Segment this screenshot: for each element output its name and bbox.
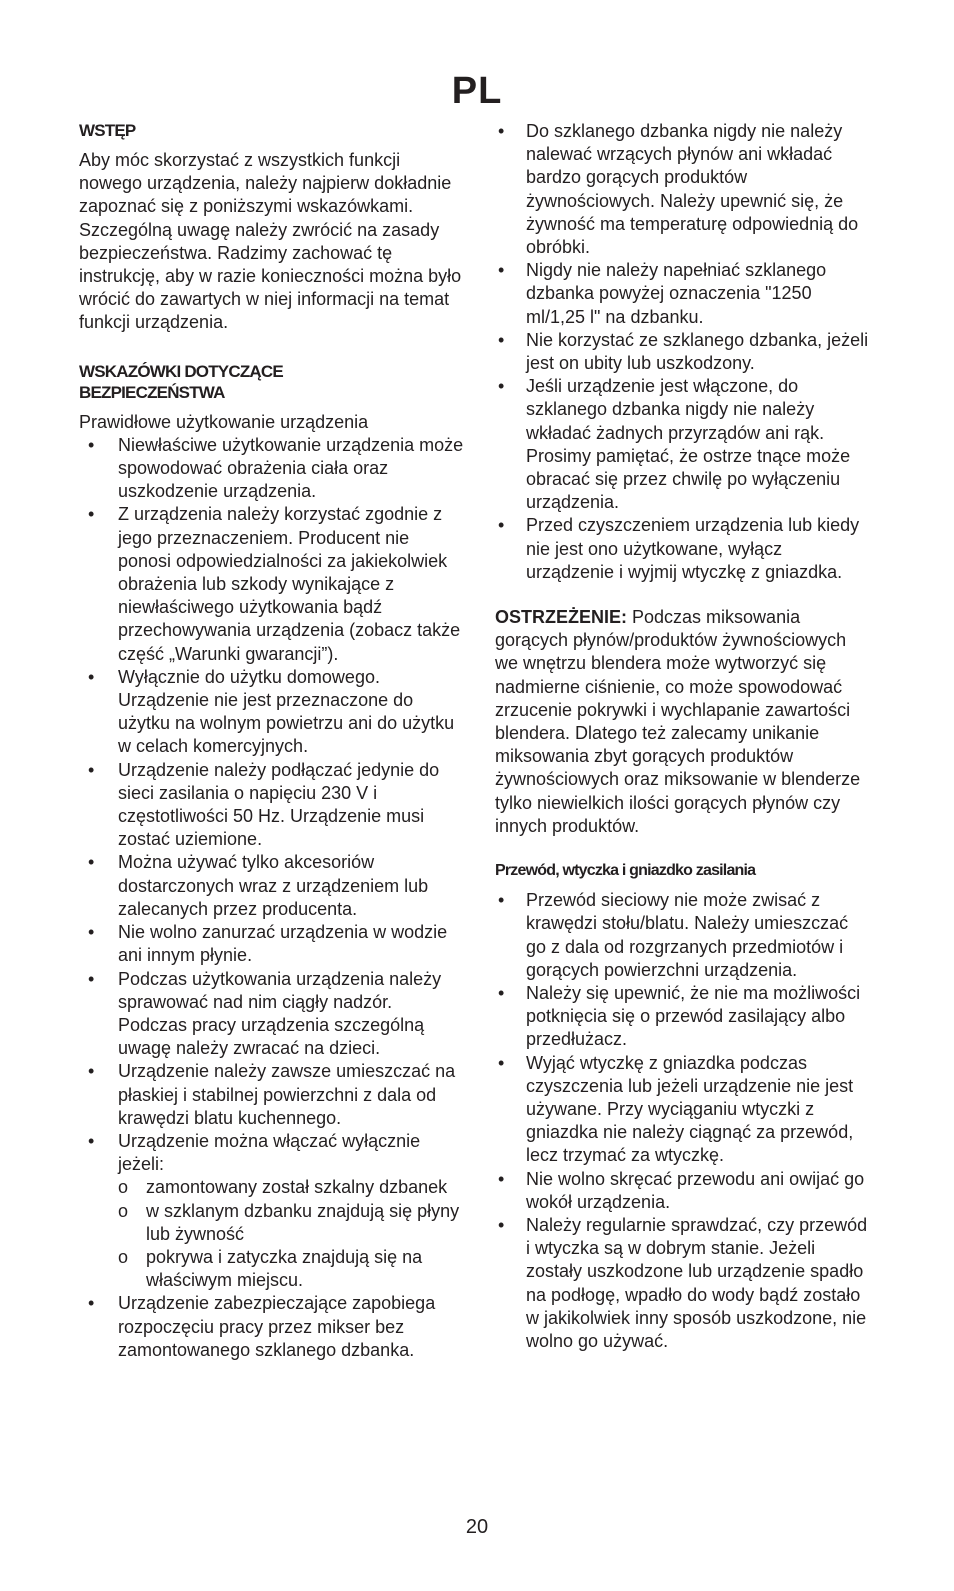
list-item: • Nie wolno skręcać przewodu ani owijać go wokół urządzenia.: [495, 1168, 873, 1214]
list-item: • Przewód sieciowy nie może zwisać z krawędzi stołu/blatu. Należy umieszczać go z dala od rozgrzanych przedmiotów i gorących powierzchni urządzenia.: [495, 889, 873, 982]
safety-heading: WSKAZÓWKI DOTYCZĄCE BEZPIECZEŃSTWA: [79, 361, 283, 402]
list-item: [79, 1130, 464, 1292]
cord-heading: Przewód, wtyczka i gniazdko zasilania: [495, 862, 756, 880]
list-item: • Należy się upewnić, że nie ma możliwości potknięcia się o przewód zasilający albo przedłużacz.: [495, 982, 873, 1052]
intro-heading: WSTĘP: [79, 121, 136, 140]
page-number: 20: [465, 1516, 489, 1538]
right-column: [495, 120, 873, 1353]
list-item: • Należy regularnie sprawdzać, czy przewód i wtyczka są w dobrym stanie. Jeżeli zostały uszkodzone lub urządzenie spadło na podłogę, wpadło do wody bądź zostało w jakikolwiek inny sposób uszkodzone, nie wolno go używać.: [495, 1214, 873, 1353]
left-column: [79, 120, 464, 1362]
sub-list: [118, 1176, 464, 1292]
warning-paragraph: [495, 606, 873, 838]
list-item: • Niewłaściwe użytkowanie urządzenia może spowodować obrażenia ciała oraz uszkodzenie urządzenia.: [79, 434, 464, 504]
intro-text: Aby móc skorzystać z wszystkich funkcji nowego urządzenia, należy najpierw dokładnie zapoznać się z poniższymi wskazówkami. Szczególną uwagę należy zwrócić na zasady bezpieczeństwa. Radzimy zachować tę instrukcję, aby w razie konieczności można było wrócić do zawartych w niej informacji na temat funkcji urządzenia.: [79, 150, 462, 333]
list-item-text: Urządzenie można włączać wyłącznie jeżeli:: [118, 1130, 421, 1175]
sub-list-item: o w szklanym dzbanku znajdują się płyny lub żywność: [118, 1200, 464, 1246]
list-item: • Wyłącznie do użytku domowego. Urządzenie nie jest przeznaczone do użytku na wolnym powietrzu ani do użytku w celach komercyjnych.: [79, 666, 464, 759]
list-item: • Urządzenie należy podłączać jedynie do sieci zasilania o napięciu 230 V i częstotliwości 50 Hz. Urządzenie musi zostać uziemione.: [79, 759, 464, 852]
cord-list: [495, 889, 873, 1353]
jar-list: [495, 120, 873, 584]
warning-label: OSTRZEŻENIE:: [495, 607, 628, 628]
safety-subtitle: Prawidłowe użytkowanie urządzenia: [79, 411, 369, 432]
warning-text: Podczas miksowania gorących płynów/produktów żywnościowych we wnętrzu blendera może wytworzyć się nadmierne ciśnienie, co może spowodować zrzucenie pokrywki i wychlapanie zawartości blendera. Dlatego też zalecamy unikanie miksowania zbyt gorących produktów żywnościowych oraz miksowanie w blenderze tylko niewielkich ilości gorących płynów czy innych produktów.: [495, 607, 861, 836]
sub-list-item: o pokrywa i zatyczka znajdują się na właściwym miejscu.: [118, 1246, 464, 1292]
safety-list: [79, 434, 464, 1362]
sub-list-item: o zamontowany został szkalny dzbanek: [118, 1176, 464, 1199]
list-item: • Nie wolno zanurzać urządzenia w wodzie ani innym płynie.: [79, 921, 464, 967]
language-code: PL: [451, 70, 503, 112]
list-item: • Można używać tylko akcesoriów dostarczonych wraz z urządzeniem lub zalecanych przez producenta.: [79, 851, 464, 921]
list-item: • Wyjąć wtyczkę z gniazdka podczas czyszczenia lub jeżeli urządzenie nie jest używane. Przy wyciąganiu wtyczki z gniazdka nie należy ciągnąć za przewód, lecz trzymać za wtyczkę.: [495, 1052, 873, 1168]
list-item: • Nie korzystać ze szklanego dzbanka, jeżeli jest on ubity lub uszkodzony.: [495, 329, 873, 375]
list-item: • Nigdy nie należy napełniać szklanego dzbanka powyżej oznaczenia "1250 ml/1,25 l" na dzbanku.: [495, 259, 873, 329]
list-item: • Do szklanego dzbanka nigdy nie należy nalewać wrzących płynów ani wkładać bardzo gorących produktów żywnościowych. Należy upewnić się, że żywność ma temperaturę odpowiednią do obróbki.: [495, 120, 873, 259]
list-item: • Podczas użytkowania urządzenia należy sprawować nad nim ciągły nadzór. Podczas pracy urządzenia szczególną uwagę należy zwracać na dzieci.: [79, 968, 464, 1061]
list-item: • Z urządzenia należy korzystać zgodnie z jego przeznaczeniem. Producent nie ponosi odpowiedzialności za jakiekolwiek obrażenia lub szkody wynikające z niewłaściwego użytkowania bądź przechowywania urządzenia (zobacz także część „Warunki gwarancji”).: [79, 503, 464, 665]
list-item: • Przed czyszczeniem urządzenia lub kiedy nie jest ono użytkowane, wyłącz urządzenie i wyjmij wtyczkę z gniazdka.: [495, 514, 873, 584]
list-item: • Urządzenie należy zawsze umieszczać na płaskiej i stabilnej powierzchni z dala od krawędzi blatu kuchennego.: [79, 1060, 464, 1130]
list-item: • Urządzenie zabezpieczające zapobiega rozpoczęciu pracy przez mikser bez zamontowanego szklanego dzbanka.: [79, 1292, 464, 1362]
list-item: • Jeśli urządzenie jest włączone, do szklanego dzbanka nigdy nie należy wkładać żadnych przyrządów ani rąk. Prosimy pamiętać, że ostrze tnące może obracać się przez chwilę po wyłączeniu urządzenia.: [495, 375, 873, 514]
